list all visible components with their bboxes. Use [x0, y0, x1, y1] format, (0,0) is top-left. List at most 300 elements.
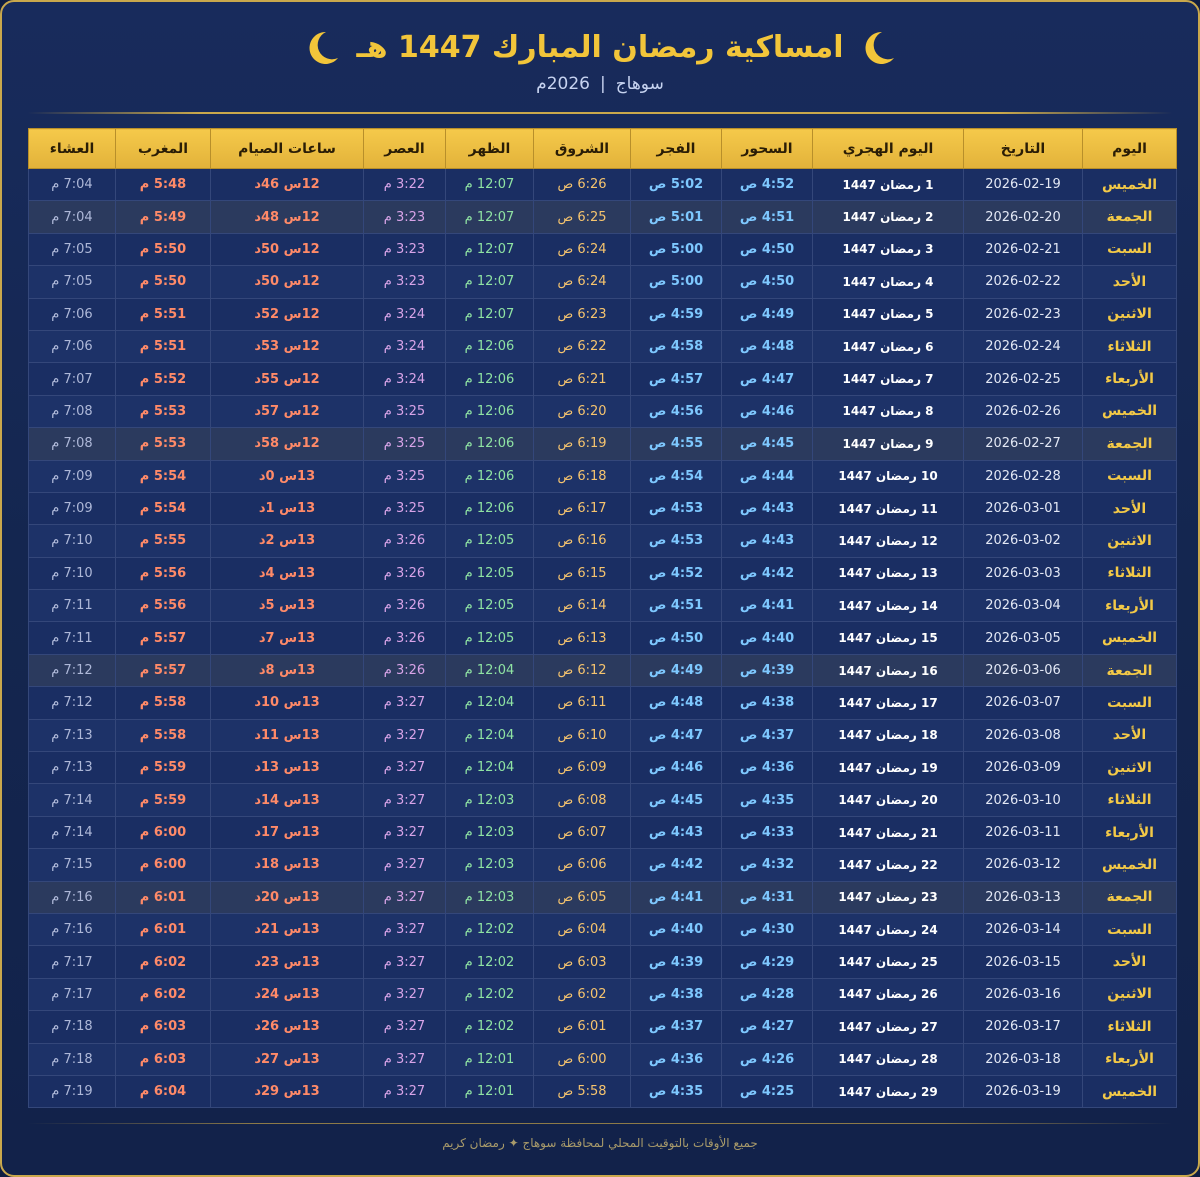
cell-asr: 3:26 م [364, 525, 446, 557]
table-row [29, 460, 1177, 492]
cell-dhuhr: 12:04 م [446, 654, 534, 686]
cell-isha: 7:09 م [29, 492, 116, 524]
cell-hijri: 24 رمضان 1447 [813, 913, 964, 945]
table-row [29, 849, 1177, 881]
cell-date: 2026-02-24 [964, 330, 1083, 362]
cell-day: الثلاثاء [1083, 784, 1177, 816]
cell-fasting-hours: 13س 5د [211, 590, 364, 622]
cell-isha: 7:13 م [29, 719, 116, 751]
cell-fasting-hours: 13س 29د [211, 1075, 364, 1107]
cell-maghrib: 5:50 م [116, 233, 211, 265]
cell-isha: 7:15 م [29, 849, 116, 881]
cell-suhur: 4:30 ص [722, 913, 813, 945]
cell-fasting-hours: 12س 57د [211, 395, 364, 427]
cell-fasting-hours: 12س 55د [211, 363, 364, 395]
cell-suhur: 4:39 ص [722, 654, 813, 686]
cell-dhuhr: 12:05 م [446, 622, 534, 654]
table-row [29, 752, 1177, 784]
cell-isha: 7:06 م [29, 330, 116, 362]
table-row [29, 881, 1177, 913]
cell-isha: 7:07 م [29, 363, 116, 395]
table-row [29, 169, 1177, 201]
cell-suhur: 4:46 ص [722, 395, 813, 427]
cell-isha: 7:16 م [29, 881, 116, 913]
table-row [29, 719, 1177, 751]
cell-date: 2026-03-11 [964, 816, 1083, 848]
header-col-hijri: اليوم الهجري [813, 129, 964, 169]
header-col-asr: العصر [364, 129, 446, 169]
cell-fasting-hours: 13س 21د [211, 913, 364, 945]
cell-isha: 7:06 م [29, 298, 116, 330]
footer-note: جميع الأوقات بالتوقيت المحلي لمحافظة سوهاج ✦ رمضان كريم [442, 1136, 758, 1150]
cell-day: الاثنين [1083, 752, 1177, 784]
cell-date: 2026-02-25 [964, 363, 1083, 395]
cell-day: الاثنين [1083, 525, 1177, 557]
cell-fasting-hours: 13س 13د [211, 752, 364, 784]
cell-day: الجمعة [1083, 654, 1177, 686]
cell-isha: 7:14 م [29, 784, 116, 816]
cell-date: 2026-03-15 [964, 946, 1083, 978]
cell-asr: 3:26 م [364, 654, 446, 686]
cell-asr: 3:22 م [364, 169, 446, 201]
cell-isha: 7:10 م [29, 525, 116, 557]
cell-fajr: 4:52 ص [631, 557, 722, 589]
table-row [29, 913, 1177, 945]
cell-date: 2026-03-07 [964, 687, 1083, 719]
schedule-table [28, 128, 1177, 1108]
cell-asr: 3:25 م [364, 460, 446, 492]
cell-date: 2026-03-18 [964, 1043, 1083, 1075]
cell-day: الأربعاء [1083, 590, 1177, 622]
cell-sunrise: 6:24 ص [534, 233, 631, 265]
cell-sunrise: 6:03 ص [534, 946, 631, 978]
cell-maghrib: 5:53 م [116, 395, 211, 427]
cell-maghrib: 5:56 م [116, 557, 211, 589]
cell-hijri: 21 رمضان 1447 [813, 816, 964, 848]
cell-sunrise: 6:12 ص [534, 654, 631, 686]
header-col-isha: العشاء [29, 129, 116, 169]
cell-fajr: 4:35 ص [631, 1075, 722, 1107]
cell-isha: 7:04 م [29, 201, 116, 233]
crescent-moon-icon [302, 28, 342, 68]
cell-dhuhr: 12:06 م [446, 428, 534, 460]
cell-suhur: 4:25 ص [722, 1075, 813, 1107]
cell-fajr: 4:53 ص [631, 525, 722, 557]
header-col-fasting-hours: ساعات الصيام [211, 129, 364, 169]
cell-isha: 7:14 م [29, 816, 116, 848]
cell-date: 2026-02-22 [964, 266, 1083, 298]
cell-dhuhr: 12:07 م [446, 233, 534, 265]
cell-sunrise: 6:18 ص [534, 460, 631, 492]
table-row [29, 298, 1177, 330]
cell-date: 2026-03-17 [964, 1011, 1083, 1043]
table-row [29, 266, 1177, 298]
cell-isha: 7:05 م [29, 233, 116, 265]
cell-isha: 7:08 م [29, 428, 116, 460]
cell-suhur: 4:43 ص [722, 492, 813, 524]
cell-hijri: 6 رمضان 1447 [813, 330, 964, 362]
cell-fasting-hours: 13س 27د [211, 1043, 364, 1075]
table-row [29, 1075, 1177, 1107]
cell-isha: 7:16 م [29, 913, 116, 945]
cell-isha: 7:17 م [29, 978, 116, 1010]
cell-fajr: 4:46 ص [631, 752, 722, 784]
gregorian-year: 2026م [536, 74, 590, 94]
cell-sunrise: 6:20 ص [534, 395, 631, 427]
cell-hijri: 9 رمضان 1447 [813, 428, 964, 460]
cell-hijri: 20 رمضان 1447 [813, 784, 964, 816]
cell-fajr: 5:02 ص [631, 169, 722, 201]
cell-fajr: 5:01 ص [631, 201, 722, 233]
cell-asr: 3:27 م [364, 913, 446, 945]
cell-date: 2026-02-26 [964, 395, 1083, 427]
cell-fasting-hours: 13س 14د [211, 784, 364, 816]
cell-suhur: 4:28 ص [722, 978, 813, 1010]
cell-fasting-hours: 13س 2د [211, 525, 364, 557]
cell-maghrib: 5:49 م [116, 201, 211, 233]
cell-date: 2026-03-13 [964, 881, 1083, 913]
cell-maghrib: 5:56 م [116, 590, 211, 622]
cell-asr: 3:27 م [364, 1011, 446, 1043]
cell-maghrib: 5:58 م [116, 687, 211, 719]
cell-date: 2026-02-23 [964, 298, 1083, 330]
cell-day: الأحد [1083, 946, 1177, 978]
cell-asr: 3:27 م [364, 719, 446, 751]
cell-asr: 3:27 م [364, 687, 446, 719]
cell-dhuhr: 12:02 م [446, 978, 534, 1010]
cell-hijri: 25 رمضان 1447 [813, 946, 964, 978]
table-row [29, 816, 1177, 848]
cell-fajr: 4:40 ص [631, 913, 722, 945]
cell-sunrise: 5:58 ص [534, 1075, 631, 1107]
cell-date: 2026-03-02 [964, 525, 1083, 557]
table-row [29, 492, 1177, 524]
cell-sunrise: 6:09 ص [534, 752, 631, 784]
cell-asr: 3:26 م [364, 590, 446, 622]
cell-dhuhr: 12:04 م [446, 687, 534, 719]
cell-maghrib: 6:00 م [116, 816, 211, 848]
cell-fasting-hours: 13س 26د [211, 1011, 364, 1043]
cell-isha: 7:05 م [29, 266, 116, 298]
cell-maghrib: 5:54 م [116, 460, 211, 492]
cell-sunrise: 6:21 ص [534, 363, 631, 395]
cell-asr: 3:25 م [364, 428, 446, 460]
cell-hijri: 22 رمضان 1447 [813, 849, 964, 881]
cell-day: الأحد [1083, 266, 1177, 298]
cell-isha: 7:18 م [29, 1011, 116, 1043]
cell-fajr: 4:43 ص [631, 816, 722, 848]
cell-fajr: 4:36 ص [631, 1043, 722, 1075]
cell-fasting-hours: 12س 58د [211, 428, 364, 460]
cell-maghrib: 5:52 م [116, 363, 211, 395]
cell-dhuhr: 12:07 م [446, 169, 534, 201]
cell-fajr: 4:57 ص [631, 363, 722, 395]
header-col-suhur: السحور [722, 129, 813, 169]
table-row [29, 557, 1177, 589]
cell-sunrise: 6:04 ص [534, 913, 631, 945]
cell-sunrise: 6:11 ص [534, 687, 631, 719]
cell-fajr: 4:39 ص [631, 946, 722, 978]
cell-isha: 7:19 م [29, 1075, 116, 1107]
cell-fasting-hours: 13س 23د [211, 946, 364, 978]
cell-fajr: 4:53 ص [631, 492, 722, 524]
cell-dhuhr: 12:06 م [446, 330, 534, 362]
cell-hijri: 15 رمضان 1447 [813, 622, 964, 654]
cell-dhuhr: 12:04 م [446, 719, 534, 751]
subtitle [2, 74, 1198, 94]
cell-fasting-hours: 13س 1د [211, 492, 364, 524]
cell-day: الأربعاء [1083, 363, 1177, 395]
cell-date: 2026-02-21 [964, 233, 1083, 265]
cell-asr: 3:23 م [364, 233, 446, 265]
cell-asr: 3:26 م [364, 622, 446, 654]
cell-sunrise: 6:14 ص [534, 590, 631, 622]
cell-date: 2026-02-20 [964, 201, 1083, 233]
header-col-sunrise: الشروق [534, 129, 631, 169]
cell-hijri: 23 رمضان 1447 [813, 881, 964, 913]
cell-sunrise: 6:13 ص [534, 622, 631, 654]
header-col-dhuhr: الظهر [446, 129, 534, 169]
cell-asr: 3:25 م [364, 492, 446, 524]
cell-fajr: 5:00 ص [631, 233, 722, 265]
cell-fasting-hours: 12س 50د [211, 266, 364, 298]
cell-hijri: 2 رمضان 1447 [813, 201, 964, 233]
cell-fasting-hours: 13س 11د [211, 719, 364, 751]
cell-maghrib: 5:54 م [116, 492, 211, 524]
cell-fasting-hours: 13س 4د [211, 557, 364, 589]
table-header-row [29, 129, 1177, 169]
cell-hijri: 29 رمضان 1447 [813, 1075, 964, 1107]
cell-isha: 7:09 م [29, 460, 116, 492]
cell-suhur: 4:45 ص [722, 428, 813, 460]
table-row [29, 428, 1177, 460]
cell-suhur: 4:36 ص [722, 752, 813, 784]
cell-fajr: 4:51 ص [631, 590, 722, 622]
cell-suhur: 4:38 ص [722, 687, 813, 719]
cell-day: الاثنين [1083, 298, 1177, 330]
cell-sunrise: 6:23 ص [534, 298, 631, 330]
cell-day: السبت [1083, 913, 1177, 945]
cell-asr: 3:27 م [364, 752, 446, 784]
table-row [29, 946, 1177, 978]
cell-day: الخميس [1083, 1075, 1177, 1107]
cell-fasting-hours: 13س 10د [211, 687, 364, 719]
cell-fasting-hours: 13س 7د [211, 622, 364, 654]
cell-date: 2026-03-08 [964, 719, 1083, 751]
city-name: سوهاج [615, 74, 664, 94]
cell-day: الثلاثاء [1083, 557, 1177, 589]
schedule-table-wrap [28, 128, 1176, 1108]
cell-date: 2026-03-09 [964, 752, 1083, 784]
cell-fajr: 4:54 ص [631, 460, 722, 492]
cell-sunrise: 6:00 ص [534, 1043, 631, 1075]
crescent-moon-icon [858, 28, 898, 68]
cell-date: 2026-03-03 [964, 557, 1083, 589]
cell-suhur: 4:37 ص [722, 719, 813, 751]
cell-isha: 7:11 م [29, 590, 116, 622]
cell-sunrise: 6:24 ص [534, 266, 631, 298]
header [2, 24, 1198, 94]
cell-fajr: 4:38 ص [631, 978, 722, 1010]
cell-asr: 3:27 م [364, 946, 446, 978]
cell-hijri: 8 رمضان 1447 [813, 395, 964, 427]
cell-asr: 3:24 م [364, 363, 446, 395]
cell-day: الثلاثاء [1083, 330, 1177, 362]
cell-maghrib: 5:59 م [116, 784, 211, 816]
cell-dhuhr: 12:03 م [446, 816, 534, 848]
cell-hijri: 14 رمضان 1447 [813, 590, 964, 622]
table-row [29, 201, 1177, 233]
cell-fasting-hours: 12س 52د [211, 298, 364, 330]
cell-isha: 7:12 م [29, 654, 116, 686]
cell-maghrib: 5:53 م [116, 428, 211, 460]
cell-dhuhr: 12:02 م [446, 1011, 534, 1043]
cell-fajr: 4:48 ص [631, 687, 722, 719]
cell-maghrib: 5:57 م [116, 622, 211, 654]
cell-isha: 7:04 م [29, 169, 116, 201]
cell-day: الجمعة [1083, 881, 1177, 913]
cell-sunrise: 6:19 ص [534, 428, 631, 460]
cell-maghrib: 5:51 م [116, 330, 211, 362]
cell-asr: 3:27 م [364, 978, 446, 1010]
cell-maghrib: 6:03 م [116, 1043, 211, 1075]
cell-date: 2026-03-04 [964, 590, 1083, 622]
cell-date: 2026-03-10 [964, 784, 1083, 816]
cell-dhuhr: 12:06 م [446, 395, 534, 427]
cell-asr: 3:25 م [364, 395, 446, 427]
cell-suhur: 4:32 ص [722, 849, 813, 881]
cell-maghrib: 5:50 م [116, 266, 211, 298]
cell-day: الخميس [1083, 622, 1177, 654]
cell-dhuhr: 12:04 م [446, 752, 534, 784]
cell-dhuhr: 12:01 م [446, 1043, 534, 1075]
cell-sunrise: 6:06 ص [534, 849, 631, 881]
header-divider [28, 112, 1172, 114]
cell-suhur: 4:27 ص [722, 1011, 813, 1043]
table-row [29, 1043, 1177, 1075]
cell-hijri: 5 رمضان 1447 [813, 298, 964, 330]
cell-isha: 7:13 م [29, 752, 116, 784]
cell-sunrise: 6:22 ص [534, 330, 631, 362]
table-row [29, 784, 1177, 816]
cell-fasting-hours: 12س 48د [211, 201, 364, 233]
cell-asr: 3:27 م [364, 784, 446, 816]
cell-suhur: 4:44 ص [722, 460, 813, 492]
cell-suhur: 4:33 ص [722, 816, 813, 848]
table-row [29, 233, 1177, 265]
table-row [29, 978, 1177, 1010]
cell-isha: 7:08 م [29, 395, 116, 427]
cell-sunrise: 6:16 ص [534, 525, 631, 557]
table-row [29, 654, 1177, 686]
cell-hijri: 28 رمضان 1447 [813, 1043, 964, 1075]
title-text: امساكية رمضان المبارك 1447 هـ [356, 30, 844, 65]
cell-suhur: 4:51 ص [722, 201, 813, 233]
cell-asr: 3:27 م [364, 816, 446, 848]
cell-date: 2026-03-14 [964, 913, 1083, 945]
cell-sunrise: 6:05 ص [534, 881, 631, 913]
cell-suhur: 4:52 ص [722, 169, 813, 201]
table-row [29, 687, 1177, 719]
cell-day: الجمعة [1083, 428, 1177, 460]
cell-maghrib: 5:51 م [116, 298, 211, 330]
cell-day: الأربعاء [1083, 1043, 1177, 1075]
cell-sunrise: 6:26 ص [534, 169, 631, 201]
cell-maghrib: 6:00 م [116, 849, 211, 881]
cell-maghrib: 6:02 م [116, 946, 211, 978]
cell-hijri: 17 رمضان 1447 [813, 687, 964, 719]
cell-suhur: 4:42 ص [722, 557, 813, 589]
cell-day: الخميس [1083, 395, 1177, 427]
cell-maghrib: 5:55 م [116, 525, 211, 557]
cell-asr: 3:26 م [364, 557, 446, 589]
cell-date: 2026-02-28 [964, 460, 1083, 492]
cell-hijri: 1 رمضان 1447 [813, 169, 964, 201]
table-row [29, 330, 1177, 362]
cell-suhur: 4:47 ص [722, 363, 813, 395]
cell-fasting-hours: 12س 53د [211, 330, 364, 362]
cell-maghrib: 5:48 م [116, 169, 211, 201]
cell-day: الجمعة [1083, 201, 1177, 233]
cell-day: الخميس [1083, 169, 1177, 201]
cell-fasting-hours: 13س 24د [211, 978, 364, 1010]
table-row [29, 395, 1177, 427]
cell-maghrib: 6:04 م [116, 1075, 211, 1107]
table-row [29, 525, 1177, 557]
cell-fajr: 4:56 ص [631, 395, 722, 427]
cell-sunrise: 6:17 ص [534, 492, 631, 524]
cell-dhuhr: 12:06 م [446, 492, 534, 524]
table-row [29, 1011, 1177, 1043]
cell-maghrib: 6:02 م [116, 978, 211, 1010]
cell-suhur: 4:26 ص [722, 1043, 813, 1075]
cell-maghrib: 6:01 م [116, 881, 211, 913]
page-title [302, 24, 897, 72]
header-col-day: اليوم [1083, 129, 1177, 169]
cell-date: 2026-03-19 [964, 1075, 1083, 1107]
cell-fajr: 5:00 ص [631, 266, 722, 298]
cell-hijri: 3 رمضان 1447 [813, 233, 964, 265]
cell-hijri: 16 رمضان 1447 [813, 654, 964, 686]
cell-fajr: 4:58 ص [631, 330, 722, 362]
cell-fasting-hours: 13س 17د [211, 816, 364, 848]
cell-fasting-hours: 12س 50د [211, 233, 364, 265]
cell-date: 2026-02-19 [964, 169, 1083, 201]
cell-dhuhr: 12:05 م [446, 525, 534, 557]
cell-day: السبت [1083, 687, 1177, 719]
cell-suhur: 4:41 ص [722, 590, 813, 622]
cell-fajr: 4:41 ص [631, 881, 722, 913]
cell-date: 2026-02-27 [964, 428, 1083, 460]
cell-fajr: 4:37 ص [631, 1011, 722, 1043]
cell-fajr: 4:55 ص [631, 428, 722, 460]
cell-asr: 3:23 م [364, 201, 446, 233]
cell-suhur: 4:50 ص [722, 266, 813, 298]
subtitle-separator: | [599, 74, 606, 94]
cell-fajr: 4:45 ص [631, 784, 722, 816]
cell-day: الخميس [1083, 849, 1177, 881]
table-row [29, 363, 1177, 395]
cell-dhuhr: 12:03 م [446, 881, 534, 913]
cell-dhuhr: 12:01 م [446, 1075, 534, 1107]
cell-hijri: 10 رمضان 1447 [813, 460, 964, 492]
cell-date: 2026-03-16 [964, 978, 1083, 1010]
cell-dhuhr: 12:02 م [446, 946, 534, 978]
cell-fajr: 4:47 ص [631, 719, 722, 751]
cell-day: الأحد [1083, 719, 1177, 751]
cell-maghrib: 6:01 م [116, 913, 211, 945]
cell-fajr: 4:42 ص [631, 849, 722, 881]
